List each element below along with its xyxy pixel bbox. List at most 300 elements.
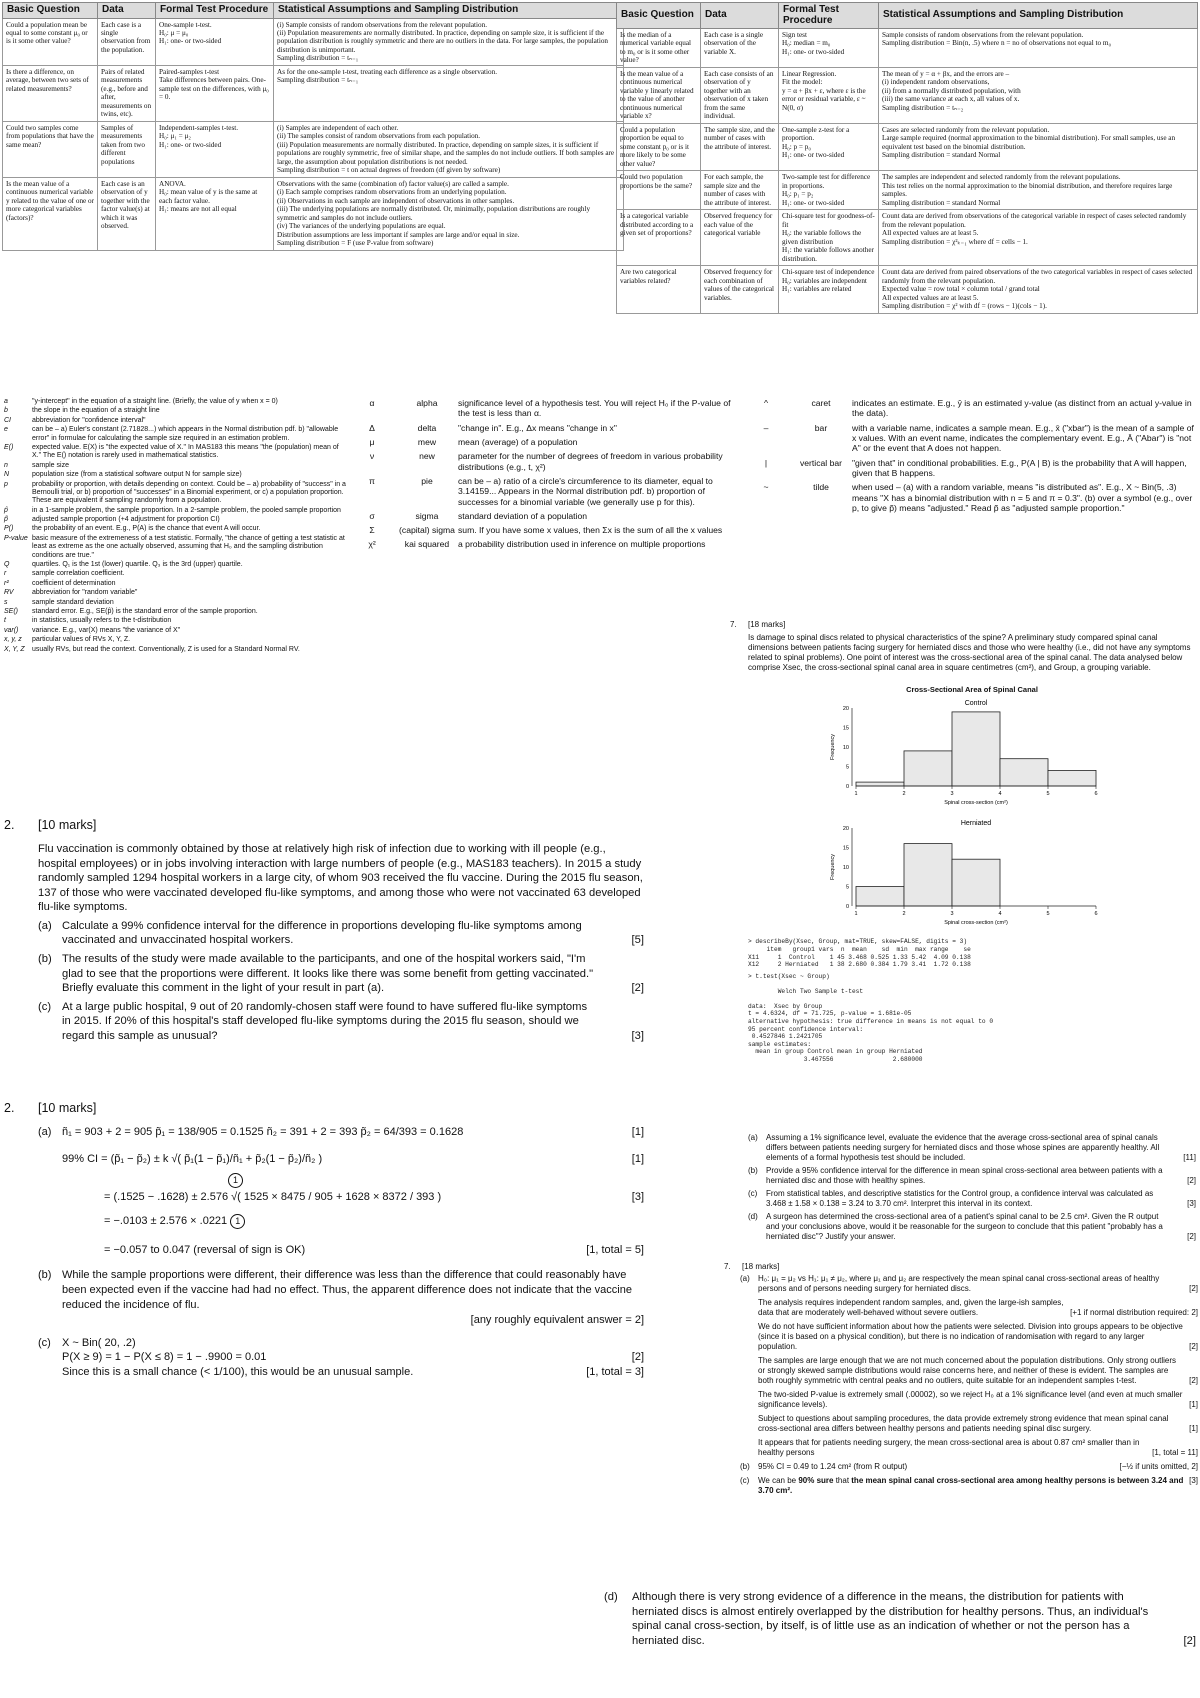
part-marks: [2] — [1187, 1176, 1196, 1185]
glossary-symbol: μ — [369, 436, 375, 447]
glossary-definition: coefficient of determination — [32, 579, 116, 587]
assumption-line: All expected values are at least 5. — [882, 293, 979, 302]
glossary-row — [742, 458, 1198, 479]
assumption-line: Distribution assumptions are less important if samples are large and/or equal in size. — [277, 230, 520, 239]
assumptions-cell — [879, 67, 1198, 123]
test-procedure-cell — [779, 29, 879, 68]
assumption-line: Sampling distribution = tₙ₋₁ — [277, 54, 359, 63]
part-text: Provide a 95% confidence interval for the difference in mean spinal cross-sectional area between patients with a herniated disc and those with healthy spines. — [766, 1166, 1163, 1185]
glossary-definition: expected value. E(X) is "the expected value of X." In MAS183 this means "the (population) mean of X." The E() notation is rarely used in mathematical statistics. — [32, 443, 339, 460]
assumptions-cell — [879, 29, 1198, 68]
glossary-row — [4, 507, 346, 515]
answer-marks: [2] — [1189, 1284, 1198, 1293]
assumption-line: (i) Each sample comprises random observations from an underlying population. — [277, 188, 507, 197]
tests-table-left — [2, 2, 624, 394]
glossary-symbol: ν — [369, 451, 375, 462]
mark-circle: 1 — [230, 1214, 245, 1229]
glossary-symbol: SE() — [4, 607, 18, 615]
glossary-row — [4, 417, 346, 425]
glossary-symbol: t — [4, 617, 6, 625]
answer-line: = −0.057 to 0.047 (reversal of sign is OK) — [104, 1244, 306, 1257]
glossary-row — [348, 511, 744, 521]
answer-item — [740, 1438, 1198, 1458]
glossary-definition: the slope in the equation of a straight line — [32, 407, 160, 415]
assumption-line: Sampling distribution = standard Normal — [882, 198, 1001, 207]
glossary-name: vertical bar — [799, 457, 843, 468]
basic-question-cell: Is a categorical variable distributed according to a given set of proportions? — [617, 210, 701, 266]
assumption-line: (iii) The underlying populations are normally distributed. Or, minimally, population distributions are roughly symmetric and samples do not include outliers. — [277, 205, 591, 222]
y-tick-label: 15 — [842, 725, 849, 732]
y-tick-label: 10 — [842, 865, 849, 872]
glossary-row — [4, 535, 346, 560]
col-header: Statistical Assumptions and Sampling Distribution — [879, 3, 1198, 29]
answer-text: The two-sided P-value is extremely small (.00002), so we reject H₀ at a 1% significance level (and even at much smaller significance levels). — [758, 1390, 1183, 1409]
test-line: H₀: p₁ = p₂ — [782, 190, 814, 199]
test-procedure-cell — [156, 177, 274, 250]
assumption-line: Expected value = row total × column total / grand total — [882, 285, 1040, 294]
part-label: (c) — [748, 1189, 758, 1198]
answer-line: Since this is a small chance (< 1/100), this would be an unusual sample. — [62, 1366, 414, 1379]
glossary-symbol: Q — [4, 561, 10, 569]
table-row — [617, 266, 1198, 313]
data-cell: Pairs of related measurements (e.g., before and after, measurements on twins, etc). — [98, 65, 156, 121]
answer-line: = (.1525 − .1628) ± 2.576 √( 1525 × 8475 / 905 + 1628 × 8372 / 393 ) — [104, 1190, 442, 1203]
glossary-row — [742, 482, 1198, 513]
part-label: (c) — [38, 1336, 51, 1349]
glossary-definition: a probability distribution used in inference on multiple proportions — [458, 539, 706, 550]
assumption-line: (i) Sample consists of random observations from the relevant population. — [277, 20, 487, 29]
test-procedure-cell — [779, 171, 879, 210]
assumption-line: Sampling distribution = F (use P-value from software) — [277, 239, 434, 248]
x-axis-label: Spinal cross-section (cm²) — [944, 920, 1008, 927]
test-line: Chi-square test for goodness-of-fit — [782, 212, 875, 229]
part-label: (b) — [38, 952, 52, 965]
data-cell: Each case is a single observation of the variable X. — [701, 29, 779, 68]
answer-text: Although there is very strong evidence of a difference in the means, the distribution for patients with herniated discs is almost entirely overlapped by the distribution for healthy persons. Thus, an individual's spinal canal cross-section, by itself, is of little use as an indication of whether or not the person has a herniated disc. — [632, 1591, 1149, 1647]
table-row — [617, 210, 1198, 266]
glossary-row — [348, 451, 744, 472]
assumptions-cell — [879, 210, 1198, 266]
basic-question-cell: Is the mean value of a continuous numerical variable y linearly related to the value of another continuous numerical variable x? — [617, 67, 701, 123]
test-procedure-cell — [156, 18, 274, 65]
glossary-definition: in statistics, usually refers to the t-distribution — [32, 617, 172, 625]
glossary-symbol: α — [369, 398, 375, 408]
histogram-bar — [856, 887, 904, 907]
answer-text: We do not have sufficient information about how the patients were selected. Division into groups appears to be objective (since it is based on a physical condition), but there is no indication of randomisation with regard to any larger population. — [758, 1322, 1183, 1351]
basic-question-cell: Could a population mean be equal to some constant μ₀ or is it some other value? — [3, 18, 98, 65]
y-tick-label: 20 — [842, 826, 849, 833]
answer-marks: [3] — [631, 1190, 644, 1203]
part-label: (a) — [38, 1125, 52, 1138]
part-text: From statistical tables, and descriptive statistics for the Control group, a confidence interval was calculated as 3.468 ± 1.58 × 0.138 = 3.24 to 3.70 cm². Interpret this interval in its context. — [766, 1189, 1154, 1208]
glossary-row — [4, 426, 346, 443]
part-label: (c) — [740, 1476, 750, 1485]
answer-item — [740, 1298, 1198, 1318]
glossary-definition: mean (average) of a population — [458, 436, 578, 447]
glossary-symbol: – — [763, 422, 769, 433]
test-line: Chi-square test of independence — [782, 268, 875, 277]
glossary-row — [348, 476, 744, 507]
glossary-row — [4, 646, 346, 654]
glossary-row — [348, 423, 744, 433]
glossary-definition: can be – a) ratio of a circle's circumference to its diameter, equal to 3.14159... Appears in the Normal distribution pdf. b) proportion of successes for a binomial variable (we generally use p for this). — [458, 475, 713, 507]
basic-question-cell: Are two categorical variables related? — [617, 266, 701, 313]
data-cell: The sample size, and the number of cases with the attribute of interest. — [701, 123, 779, 170]
table-row — [617, 123, 1198, 170]
glossary-symbol: E() — [4, 443, 14, 451]
glossary-definition: sample correlation coefficient. — [32, 570, 125, 578]
x-tick-label: 1 — [854, 911, 858, 918]
test-line: H₀: median = m₀ — [782, 39, 831, 48]
y-tick-label: 20 — [842, 706, 849, 713]
glossary-name: alpha — [416, 398, 438, 408]
assumption-line: Count data are derived from paired observations of the two categorical variables in respect of cases selected randomly from the relevant population. — [882, 268, 1193, 285]
test-line: H₀: variables are independent — [782, 276, 867, 285]
x-tick-label: 5 — [1046, 791, 1050, 798]
data-cell: Each case consists of an observation of y together with an observation of x taken from the same individual. — [701, 67, 779, 123]
part-marks: [2] — [1187, 1232, 1196, 1241]
answer-line: X ~ Bin( 20, .2) — [62, 1336, 136, 1349]
glossary-name: mew — [417, 436, 437, 447]
assumptions-cell — [879, 266, 1198, 313]
glossary-name: new — [419, 451, 435, 462]
answer-marks: [1, total = 11] — [1152, 1448, 1198, 1457]
question-7-parts — [748, 1133, 1196, 1258]
answer-marks: [3] — [1189, 1476, 1198, 1485]
answer-marks: [1] — [1189, 1424, 1198, 1433]
answer-text: The samples are large enough that we are not much concerned about the population distributions. Only strong outliers or strongly skewed sample distributions would raise concerns here, and neither of these is evident. The samples are both roughly symmetric with central peaks and no outliers, quite suitable for an independent samples t-test. — [758, 1356, 1177, 1385]
answer-marks: [1, total = 3] — [586, 1366, 644, 1379]
assumption-line: All expected values are at least 5. — [882, 229, 979, 238]
glossary-symbol: s — [4, 598, 8, 606]
assumption-line: The mean of y = α + βx, and the errors are – — [882, 69, 1010, 78]
answer-2 — [4, 1100, 644, 1430]
data-cell: Samples of measurements taken from two different populations — [98, 121, 156, 177]
part-marks: [3] — [1187, 1199, 1196, 1208]
part-label: (d) — [604, 1591, 618, 1603]
test-procedure-cell — [779, 266, 879, 313]
histogram-bar — [952, 860, 1000, 907]
glossary-definition: abbreviation for "confidence interval" — [32, 416, 146, 424]
answer-number: 2. — [4, 1101, 15, 1115]
glossary-symbol: p̃ — [4, 516, 8, 524]
glossary-definition: the probability of an event. E.g., P(A) is the chance that event A will occur. — [32, 525, 261, 533]
col-header: Basic Question — [3, 3, 98, 19]
table-row — [3, 177, 624, 250]
glossary-name: kai squared — [404, 539, 450, 550]
glossary-row — [4, 444, 346, 461]
part-label: (b) — [740, 1462, 750, 1471]
answer-marks: [1] — [631, 1125, 644, 1138]
question-number: 7. — [730, 620, 737, 629]
mark-circle: 1 — [228, 1173, 243, 1188]
glossary-row — [4, 617, 346, 625]
assumption-line: Large sample required (normal approximation to the binomial distribution). For small samples, use an equivalent test based on the binomial distribution. — [882, 134, 1176, 151]
y-tick-label: 5 — [845, 884, 849, 891]
assumption-line: Sampling distribution = χ² with df = (rows − 1)(cols − 1). — [882, 302, 1047, 311]
assumptions-cell — [274, 18, 624, 65]
assumption-line: Observations with the same (combination of) factor value(s) are called a sample. — [277, 179, 509, 188]
answer-item — [740, 1322, 1198, 1352]
glossary-definition: when used – (a) with a random variable, means "is distributed as". E.g., X ~ Bin(5, .3) means "X has a binomial distribution with n = 5 and π = 0.3". (b) over a symbol (e.g., over p, to give p̃) means "adjusted." Read p̃ as "adjusted sample proportion." — [852, 482, 1193, 513]
test-procedure-cell — [779, 67, 879, 123]
table-row — [3, 65, 624, 121]
assumption-line: As for the one-sample t-test, treating each difference as a single observation. — [277, 67, 498, 76]
glossary-definition: standard deviation of a population — [458, 510, 588, 521]
glossary-row — [4, 462, 346, 470]
test-line: y = α + βx + ε, where ε is the error or residual variable, ε ~ N(0, σ) — [782, 86, 866, 112]
assumptions-cell — [274, 121, 624, 177]
glossary-definition: sum. If you have some x values, then Σx is the sum of all the x values — [458, 525, 723, 536]
y-axis-label: Frequency — [830, 854, 836, 881]
question-number: 2. — [4, 818, 15, 832]
col-header: Formal Test Procedure — [779, 3, 879, 29]
assumption-line: Count data are derived from observations of the categorical variable in respect of cases selected randomly from the relevant population. — [882, 212, 1187, 229]
test-line: Two-sample test for difference in proportions. — [782, 173, 871, 190]
glossary-symbol: Σ — [369, 525, 375, 536]
glossary-symbol: var() — [4, 626, 19, 634]
glossary-symbol: a — [4, 398, 8, 405]
answer-marks: [−½ if units omitted, 2] — [1119, 1462, 1198, 1471]
x-tick-label: 2 — [902, 791, 906, 798]
test-line: H₁: one- or two-sided — [159, 37, 222, 46]
part-text: The results of the study were made available to the participants, and one of the hospital workers said, "I'm glad to see that the proportions were different. It looks like there was some benefit from getting vaccinated." Briefly evaluate this comment in the light of your result in part (a). — [62, 952, 594, 995]
assumption-line: Sampling distribution = tₙ₋₂ — [882, 103, 964, 112]
test-line: H₀: μ = μ₀ — [159, 28, 189, 37]
answer-7d — [604, 1586, 1196, 1694]
basic-question-cell: Is there a difference, on average, between two sets of related measurements? — [3, 65, 98, 121]
answer-marks: [1] — [631, 1152, 644, 1165]
glossary-row — [4, 608, 346, 616]
glossary-definition: "change in". E.g., Δx means "change in x" — [458, 422, 617, 433]
glossary-definition: significance level of a hypothesis test. You will reject H₀ if the P-value of the test is less than α. — [458, 398, 731, 419]
assumption-line: The samples are independent and selected randomly from the relevant populations. — [882, 173, 1121, 182]
r-output-describe: > describeBy(Xsec, Group, mat=TRUE, skew=FALSE, digits = 3) item group1 vars n mean sd min max range se X11 1 Control 1 45 3.468 0.525 1.33 5.42 4.09 0.138 X12 2 Herniated 1 38 2.680 0.384 1.79 3.41 1.72 0.138 — [748, 938, 971, 969]
glossary-definition: sample size — [32, 461, 69, 469]
glossary-row — [4, 589, 346, 597]
glossary-definition: variance. E.g., var(X) means "the variance of X" — [32, 626, 181, 634]
answer-item — [740, 1274, 1198, 1294]
glossary-symbol: b — [4, 407, 8, 415]
histogram-bar — [904, 751, 952, 786]
glossary-symbol: RV — [4, 589, 14, 597]
test-line: H₁: variables are related — [782, 285, 852, 294]
assumption-line: (iv) The variances of the underlying populations are equal. — [277, 222, 446, 231]
answer-text: The analysis requires independent random samples, and, given the large-ish samples, data that are moderately well-behaved without severe outliers. — [758, 1298, 1064, 1317]
data-cell: For each sample, the sample size and the number of cases with the attribute of interest. — [701, 171, 779, 210]
answer-marks: [any roughly equivalent answer = 2] — [470, 1313, 644, 1326]
glossary-symbol: σ — [369, 510, 375, 521]
answer-text — [758, 1476, 1189, 1496]
x-tick-label: 3 — [950, 911, 954, 918]
basic-question-cell: Is the median of a numerical variable equal to m₀ or is it some other value? — [617, 29, 701, 68]
glossary-row — [742, 398, 1198, 419]
test-line: H₀: p = p₀ — [782, 142, 811, 151]
answer-text: Subject to questions about sampling procedures, the data provide extremely strong evidence that mean spinal canal cross-sectional area differs between healthy persons and patients needing spinal disc surgery. — [758, 1414, 1169, 1433]
r-output-ttest: > t.test(Xsec ~ Group) Welch Two Sample t-test data: Xsec by Group t = 4.6324, df = 71.725, p-value = 1.681e-05 alternative hypothesis: true difference in means is not equal to 0 95 percent confidence interval: 0.4527846 1.2421705 sample estimates: mean in group Control mean in group Herniated 3.467556 2.680000 — [748, 972, 994, 1063]
answer-text-part: that — [833, 1476, 852, 1485]
answer-marks: [2] — [1183, 1634, 1196, 1647]
answer-item — [740, 1414, 1198, 1434]
table-row — [3, 121, 624, 177]
assumption-line: (i) Samples are independent of each other. — [277, 123, 399, 132]
glossary-definition: particular values of RVs X, Y, Z. — [32, 636, 131, 644]
basic-question-cell: Could two population proportions be the same? — [617, 171, 701, 210]
glossary-row — [4, 407, 346, 415]
col-header: Formal Test Procedure — [156, 3, 274, 19]
histogram-bar — [1048, 771, 1096, 787]
part-marks: [11] — [1183, 1153, 1196, 1162]
glossary-symbol: P() — [4, 525, 14, 533]
assumption-line: (iii) the same variance at each x, all values of x. — [882, 95, 1020, 104]
test-procedure-cell — [156, 121, 274, 177]
glossary-row — [4, 525, 346, 533]
glossary-symbol: ^ — [763, 398, 769, 408]
glossary-symbol: χ² — [368, 539, 376, 550]
glossary-row — [4, 570, 346, 578]
assumption-line: This test relies on the normal approximation to the binomial distribution, and therefore requires large samples. — [882, 181, 1173, 199]
glossary-symbol: π — [369, 475, 375, 486]
assumptions-cell — [274, 177, 624, 250]
glossary-definition: in a 1-sample problem, the sample proportion. In a 2-sample problem, the pooled sample proportion — [32, 506, 341, 514]
glossary-row — [4, 561, 346, 569]
glossary-symbol: p̂ — [4, 506, 8, 514]
glossary-row — [742, 423, 1198, 454]
x-tick-label: 1 — [854, 791, 858, 798]
glossary-symbol: p — [4, 480, 8, 488]
test-line: Take differences between pairs. One-sample test on the differences, with μ₀ = 0. — [159, 76, 269, 102]
part-label: (b) — [748, 1166, 758, 1175]
assumption-line: (i) independent random observations, — [882, 78, 990, 87]
glossary-name: pie — [421, 475, 433, 486]
answer-marks: [10 marks] — [38, 1101, 97, 1115]
data-cell: Each case is a single observation from the population. — [98, 18, 156, 65]
glossary-definition: sample standard deviation — [32, 598, 114, 606]
part-label: (d) — [748, 1212, 758, 1221]
panel-title: Herniated — [960, 820, 992, 828]
glossary-row — [4, 627, 346, 635]
glossary-name: sigma — [415, 510, 439, 521]
glossary-symbol: r² — [4, 579, 9, 587]
table-row — [617, 171, 1198, 210]
glossary-symbol: N — [4, 471, 10, 479]
histogram-bar — [1000, 759, 1048, 786]
x-tick-label: 2 — [902, 911, 906, 918]
glossary-definition: probability or proportion, with details depending on context. Could be – a) probability of "success" in a Bernoulli trial, or b) proportion of "successes" in a Binomial experiment, or c) a population proportion. These are equivalent if sampling randomly from a population. — [32, 480, 346, 505]
answer-formula: 99% CI = (p̃₁ − p̃₂) ± k √( p̃₁(1 − p̃₁)/ñ₁ + p̃₂(1 − p̃₂)/ñ₂ ) — [62, 1152, 323, 1165]
glossary-row — [4, 516, 346, 524]
part-text: At a large public hospital, 9 out of 20 randomly-chosen staff were found to have suffered flu-like symptoms in 2015. If 20% of this hospital's staff developed flu-like symptoms during the 2015 flu season, should we regard this sample as unusual? — [62, 1000, 588, 1042]
glossary-row — [4, 599, 346, 607]
x-tick-label: 4 — [998, 911, 1002, 918]
histogram-bar — [856, 782, 904, 786]
glossary-row — [4, 636, 346, 644]
glossary-row — [4, 471, 346, 479]
part-marks: [2] — [631, 982, 644, 995]
glossary-definition: indicates an estimate. E.g., ŷ is an estimated y-value (as distinct from an actual y-value in the data). — [852, 398, 1192, 419]
glossary-definition: usually RVs, but read the context. Conventionally, Z is used for a Standard Normal RV. — [32, 645, 300, 653]
y-tick-label: 5 — [845, 764, 849, 771]
glossary-definition: "y-intercept" in the equation of a straight line. (Briefly, the value of y when x = 0) — [32, 398, 278, 405]
assumption-line: (iii) Population measurements are normally distributed. In practice, depending on sample sizes, it is sufficient if populations are roughly symmetric, free of similar shape, and the samples do not include outliers. If both samples are large, the assumption about population distributions is not needed. — [277, 140, 615, 166]
part-label: (b) — [38, 1269, 52, 1282]
answer-text-part: We can be — [758, 1476, 799, 1485]
glossary-symbol: r — [4, 570, 7, 578]
basic-question-cell: Is the mean value of a continuous numerical variable y related to the value of one or more categorical variables (factors)? — [3, 177, 98, 250]
glossary-definition: parameter for the number of degrees of freedom in various probability distributions (e.g., t, χ²) — [458, 451, 723, 472]
greek-glossary — [348, 398, 744, 648]
assumptions-cell — [879, 123, 1198, 170]
part-label: (a) — [740, 1274, 750, 1283]
col-header: Basic Question — [617, 3, 701, 29]
question-intro: Is damage to spinal discs related to physical characteristics of the spine? A preliminary study compared spinal canal dimensions between patients facing surgery for herniated discs and those who were healthy (i.e., did not have any symptoms related to spinal problems). One point of interest was the cross-sectional area of the spinal canal. The data analysed below comprise Xsec, the cross-sectional spinal canal area in square centimetres (cm²), and Group, a grouping variable. — [748, 633, 1191, 672]
glossary-symbol: | — [764, 457, 768, 468]
answer-line: = −.0103 ± 2.576 × .0221 — [104, 1215, 228, 1228]
answer-number: 7. — [724, 1262, 731, 1271]
glossary-definition: with a variable name, indicates a sample mean. E.g., x̄ ("xbar") is the mean of a sample of x values. With an event name, indicates the complementary event. E.g., Ā ("Abar") is "not A" or the event that A does not happen. — [852, 422, 1194, 454]
test-line: Fit the model: — [782, 78, 823, 87]
answer-text: 95% CI = 0.49 to 1.24 cm² (from R output) — [758, 1462, 908, 1471]
answer-marks: [1] — [1189, 1400, 1198, 1409]
x-tick-label: 6 — [1094, 791, 1098, 798]
glossary-name: caret — [811, 398, 831, 408]
chart-title: Cross-Sectional Area of Spinal Canal — [906, 685, 1038, 694]
assumption-line: (ii) The samples consist of random observations from each population. — [277, 132, 481, 141]
glossary-definition: adjusted sample proportion (+4 adjustment for proportion CI) — [32, 516, 220, 524]
assumption-line: (ii) from a normally distributed population, with — [882, 86, 1021, 95]
data-cell: Observed frequency for each combination of values of the categorical variables. — [701, 266, 779, 313]
assumption-line: (ii) Population measurements are normally distributed. In practice, depending on sample size, it is sufficient if the population distribution is roughly symmetric and there are no outliers in the data. For large samples, the population distribution is unimportant. — [277, 28, 609, 54]
test-line: H₀: the variable follows the given distribution — [782, 229, 862, 246]
glossary-row — [348, 525, 744, 535]
glossary-name: delta — [417, 422, 437, 433]
part-label: (a) — [38, 919, 52, 932]
test-line: H₁: means are not all equal — [159, 205, 237, 214]
test-line: Sign test — [782, 31, 807, 39]
col-header: Statistical Assumptions and Sampling Distribution — [274, 3, 624, 19]
answer-marks: [2] — [1189, 1376, 1198, 1385]
symbol-glossary — [4, 398, 346, 816]
part-marks: [5] — [631, 934, 644, 947]
glossary-symbol: CI — [4, 416, 11, 424]
question-intro: Flu vaccination is commonly obtained by those at relatively high risk of infection due to working with ill people (e.g., hospital employees) or in jobs involving interaction with large numbers of people (e.g., MAS183 teachers). In 2015 a study randomly sampled 1294 hospital workers in a large city, of whom 903 received the flu vaccine. During the 2015 flu season, 137 of those who were vaccinated developed flu-like symptoms, and among those who were not vaccinated 63 developed flu-like symptoms. — [38, 843, 643, 914]
assumptions-cell — [879, 171, 1198, 210]
assumption-line: Sampling distribution = t on actual degrees of freedom (df given by software) — [277, 166, 501, 175]
answer-marks: [2] — [1189, 1342, 1198, 1351]
table-row — [617, 29, 1198, 68]
glossary-symbol: x, y, z — [4, 636, 22, 644]
question-7 — [730, 620, 1196, 1090]
test-line: H₁: one- or two-sided — [159, 140, 222, 149]
y-tick-label: 15 — [842, 845, 849, 852]
histogram-bar — [952, 712, 1000, 786]
assumptions-cell — [274, 65, 624, 121]
glossary-definition: population size (from a statistical software output N for sample size) — [32, 471, 242, 479]
part-label: (a) — [748, 1133, 758, 1142]
part-text: Calculate a 99% confidence interval for the difference in proportions developing flu-like symptoms among vaccinated and unvaccinated hospital workers. — [62, 919, 582, 947]
glossary-symbol: n — [4, 461, 8, 469]
test-line: One-sample z-test for a proportion. — [782, 125, 850, 143]
histogram-bar — [904, 844, 952, 906]
test-line: H₀: mean value of y is the same at each factor value. — [159, 188, 258, 205]
test-line: H₁: one- or two-sided — [782, 47, 845, 56]
answer-marks: [18 marks] — [742, 1262, 780, 1271]
glossary-row — [4, 398, 346, 406]
y-tick-label: 0 — [845, 904, 849, 911]
test-procedure-cell — [779, 123, 879, 170]
glossary-name: tilde — [813, 482, 829, 493]
question-marks: [18 marks] — [748, 620, 786, 629]
